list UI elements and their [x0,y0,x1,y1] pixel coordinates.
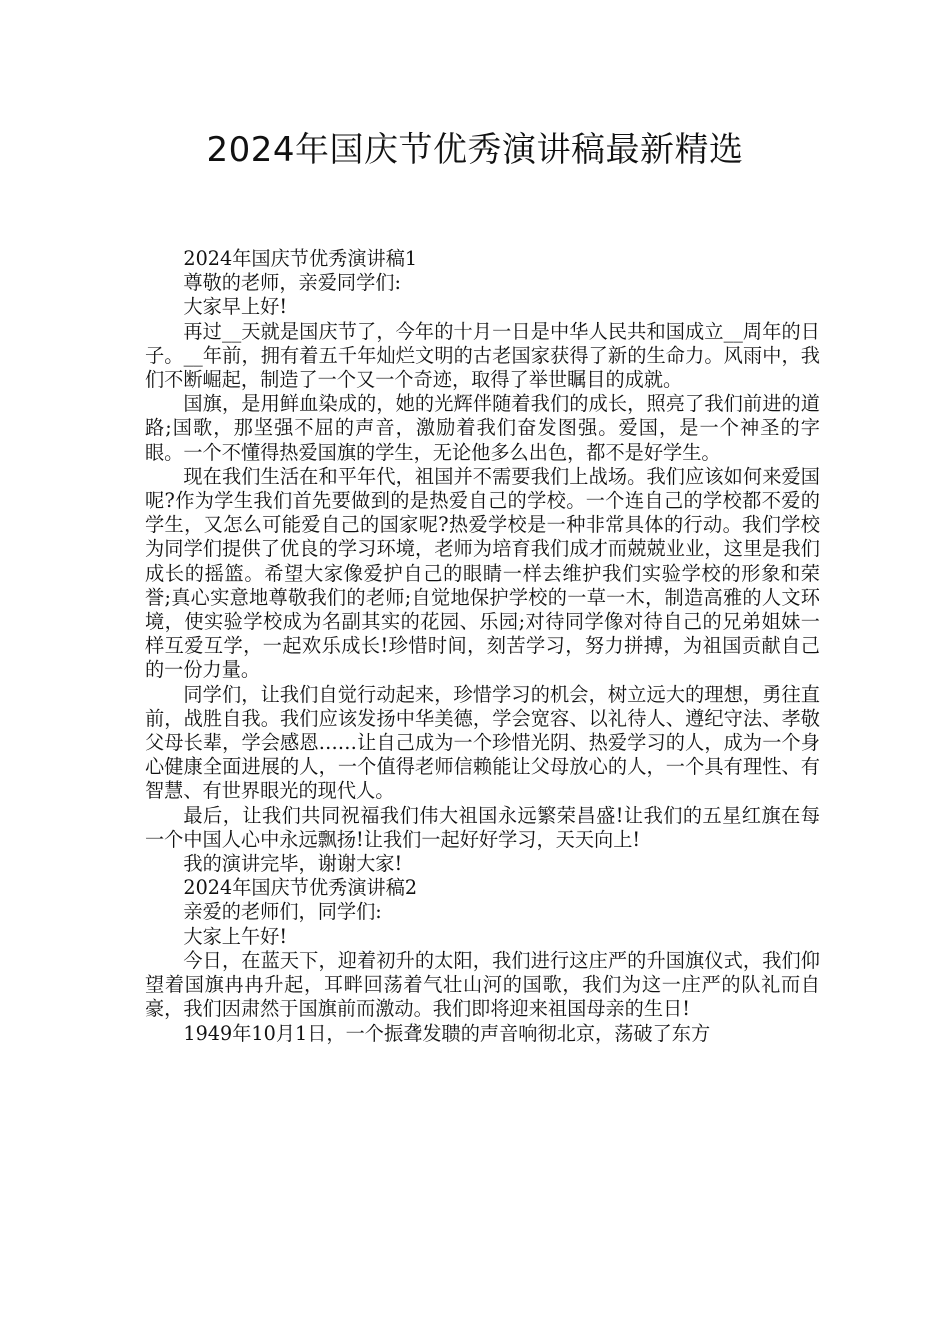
page-title: 2024年国庆节优秀演讲稿最新精选 [206,130,744,170]
greeting-paragraph: 大家早上好! [183,295,288,319]
body-paragraph: 今日，在蓝天下，迎着初升的太阳，我们进行这庄严的升国旗仪式，我们仰望着国旗冉冉升起，耳畔回荡着气壮山河的国歌，我们为这一庄严的队礼而自豪，我们因肃然于国旗前而激动。我们即将迎来祖国母亲的生日! [145,948,820,1021]
body-paragraph: 最后，让我们共同祝福我们伟大祖国永远繁荣昌盛!让我们的五星红旗在每一个中国人心中永远飘扬!让我们一起好好学习，天天向上! [145,803,820,851]
salutation-paragraph: 亲爱的老师们，同学们: [183,900,382,924]
document-body [145,247,820,1046]
body-paragraph: 1949年10月1日，一个振聋发聩的声音响彻北京，荡破了东方 [183,1021,711,1045]
speech-2-heading: 2024年国庆节优秀演讲稿2 [183,876,418,900]
closing-paragraph: 我的演讲完毕，谢谢大家! [183,852,403,876]
body-paragraph: 国旗，是用鲜血染成的，她的光辉伴随着我们的成长，照亮了我们前进的道路;国歌，那坚强不屈的声音，激励着我们奋发图强。爱国，是一个神圣的字眼。一个不懂得热爱国旗的学生，无论他多么出色，都不是好学生。 [145,392,820,464]
greeting-paragraph: 大家上午好! [183,924,288,948]
body-paragraph: 现在我们生活在和平年代，祖国并不需要我们上战场。我们应该如何来爱国呢?作为学生我们首先要做到的是热爱自己的学校。一个连自己的学校都不爱的学生，又怎么可能爱自己的国家呢?热爱学校是一种非常具体的行动。我们学校为同学们提供了优良的学习环境，老师为培育我们成才而兢兢业业，这里是我们成长的摇篮。希望大家像爱护自己的眼睛一样去维护我们实验学校的形象和荣誉;真心实意地尊敬我们的老师;自觉地保护学校的一草一木，制造高雅的人文环境，使实验学校成为名副其实的花园、乐园;对待同学像对待自己的兄弟姐妹一样互爱互学，一起欢乐成长!珍惜时间，刻苦学习，努力拼搏，为祖国贡献自己的一份力量。 [145,464,820,682]
body-paragraph: 同学们，让我们自觉行动起来，珍惜学习的机会，树立远大的理想，勇往直前，战胜自我。我们应该发扬中华美德，学会宽容、以礼待人、遵纪守法、孝敬父母长辈，学会感恩……让自己成为一个珍惜光阴、热爱学习的人，成为一个身心健康全面进展的人，一个值得老师信赖能让父母放心的人，一个具有理性、有智慧、有世界眼光的现代人。 [145,682,820,803]
speech-1-heading: 2024年国庆节优秀演讲稿1 [183,247,418,270]
salutation-paragraph: 尊敬的老师，亲爱同学们: [183,271,401,295]
body-paragraph: 再过__天就是国庆节了，今年的十月一日是中华人民共和国成立__周年的日子。__年前，拥有着五千年灿烂文明的古老国家获得了新的生命力。风雨中，我们不断崛起，制造了一个又一个奇迹，取得了举世瞩目的成就。 [145,319,820,392]
